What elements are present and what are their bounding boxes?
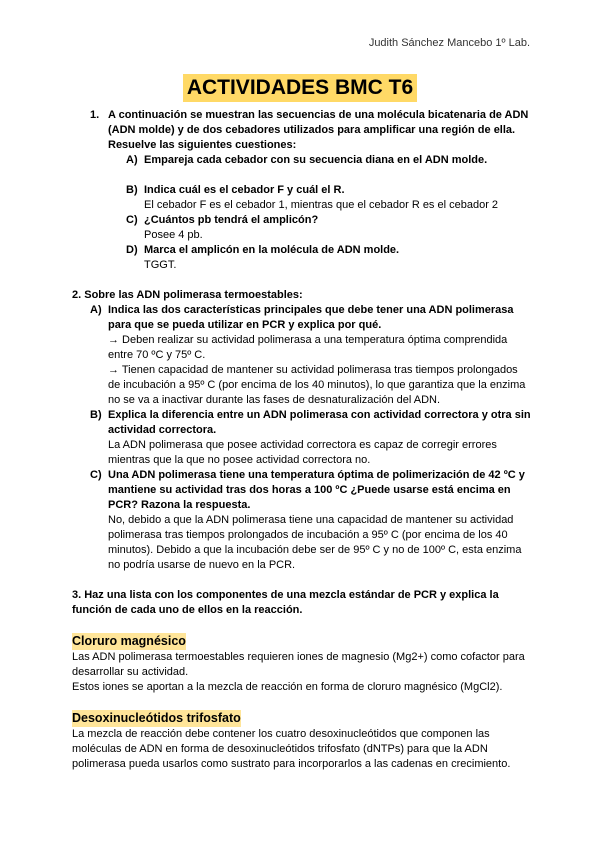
question-2-a-answer-2: → Tienen capacidad de mantener su actividad polimerasa tras tiempos prolongados de incubación a 95º C (por encima de los 40 minutos), lo que garantiza que la enzima no se va a inactivar durante las fases de desnaturalización del ADN. xyxy=(108,364,526,406)
question-1-d-text: Marca el amplicón en la molécula de ADN molde. xyxy=(144,244,400,256)
section-title-dntp: Desoxinucleótidos trifosfato xyxy=(72,711,241,725)
question-3-heading: 3. Haz una lista con los componentes de una mezcla estándar de PCR y explica la función de cada uno de ellos en la reacción. xyxy=(72,589,499,616)
question-1-b-answer: El cebador F es el cebador 1, mientras que el cebador R es el cebador 2 xyxy=(144,199,499,211)
question-1-c-text: ¿Cuántos pb tendrá el amplicón? xyxy=(144,214,319,226)
question-2-b-label: B) xyxy=(90,409,102,421)
question-1-c-label: C) xyxy=(126,214,138,226)
section-cloruro-p2: Estos iones se aportan a la mezcla de reacción en forma de cloruro magnésico (MgCl2). xyxy=(72,681,503,693)
question-1-c xyxy=(72,213,532,243)
question-2-a-text: Indica las dos características principales que debe tener una ADN polimerasa para que se pueda utilizar en PCR y explica por qué. xyxy=(108,304,514,331)
question-1-b-label: B) xyxy=(126,184,138,196)
question-1-a-label: A) xyxy=(126,154,138,166)
section-title-cloruro: Cloruro magnésico xyxy=(72,634,186,648)
question-1-a-text: Empareja cada cebador con su secuencia diana en el ADN molde. xyxy=(144,154,488,166)
question-2-b-answer: La ADN polimerasa que posee actividad correctora es capaz de corregir errores mientras que la que no posee actividad correctora no. xyxy=(108,439,497,466)
question-2-a xyxy=(72,303,532,408)
question-1-b-text: Indica cuál es el cebador F y cuál el R. xyxy=(144,184,345,196)
document-title: ACTIVIDADES BMC T6 xyxy=(183,74,417,102)
question-1-d xyxy=(72,243,532,273)
header-author: Judith Sánchez Mancebo 1º Lab. xyxy=(368,37,530,49)
question-2-c-answer: No, debido a que la ADN polimerasa tiene una capacidad de mantener su actividad polimerasa tras tiempos prolongados de incubación a 95º C (por encima de los 40 minutos). Debido a que la incubación debe ser de 95º C y no de 100º C, esta enzima no podría usarse de nuevo en la PCR. xyxy=(108,514,522,571)
question-1-d-answer: TGGT. xyxy=(144,259,177,271)
question-2-a-label: A) xyxy=(90,304,102,316)
section-cloruro-p1: Las ADN polimerasa termoestables requieren iones de magnesio (Mg2+) como cofactor para desarrollar su actividad. xyxy=(72,651,525,678)
question-1-number: 1. xyxy=(90,109,100,121)
question-1-b xyxy=(72,183,532,213)
question-2-b xyxy=(72,408,532,468)
document-content xyxy=(72,108,532,772)
question-2-c xyxy=(72,468,532,573)
question-2-c-label: C) xyxy=(90,469,102,481)
question-2-a-answer-1: → Deben realizar su actividad polimerasa a una temperatura óptima comprendida entre 70 ºC y 75º C. xyxy=(108,334,508,361)
question-1-text: A continuación se muestran las secuencias de una molécula bicatenaria de ADN (ADN molde) y de dos cebadores utilizados para amplificar una región de ella. Resuelve las siguientes cuestiones: xyxy=(108,109,529,151)
question-1-d-label: D) xyxy=(126,244,138,256)
question-1 xyxy=(72,108,532,153)
question-2-b-text: Explica la diferencia entre un ADN polimerasa con actividad correctora y otra sin actividad correctora. xyxy=(108,409,531,436)
question-1-c-answer: Posee 4 pb. xyxy=(144,229,203,241)
question-1-a xyxy=(72,153,532,168)
question-2-c-text: Una ADN polimerasa tiene una temperatura óptima de polimerización de 42 ºC y mantiene su actividad tras dos horas a 100 ºC ¿Puede usarse está encima en PCR? Razona la respuesta. xyxy=(108,469,525,511)
title-wrap xyxy=(0,74,600,102)
question-2-heading: 2. Sobre las ADN polimerasa termoestables: xyxy=(72,289,303,301)
section-dntp-p1: La mezcla de reacción debe contener los cuatro desoxinucleótidos que componen las moléculas de ADN en forma de desoxinucleótidos trifosfato (dNTPs) para que la ADN polimerasa pueda usarlos como sustrato para incorporarlos a las cadenas en crecimiento. xyxy=(72,728,511,770)
